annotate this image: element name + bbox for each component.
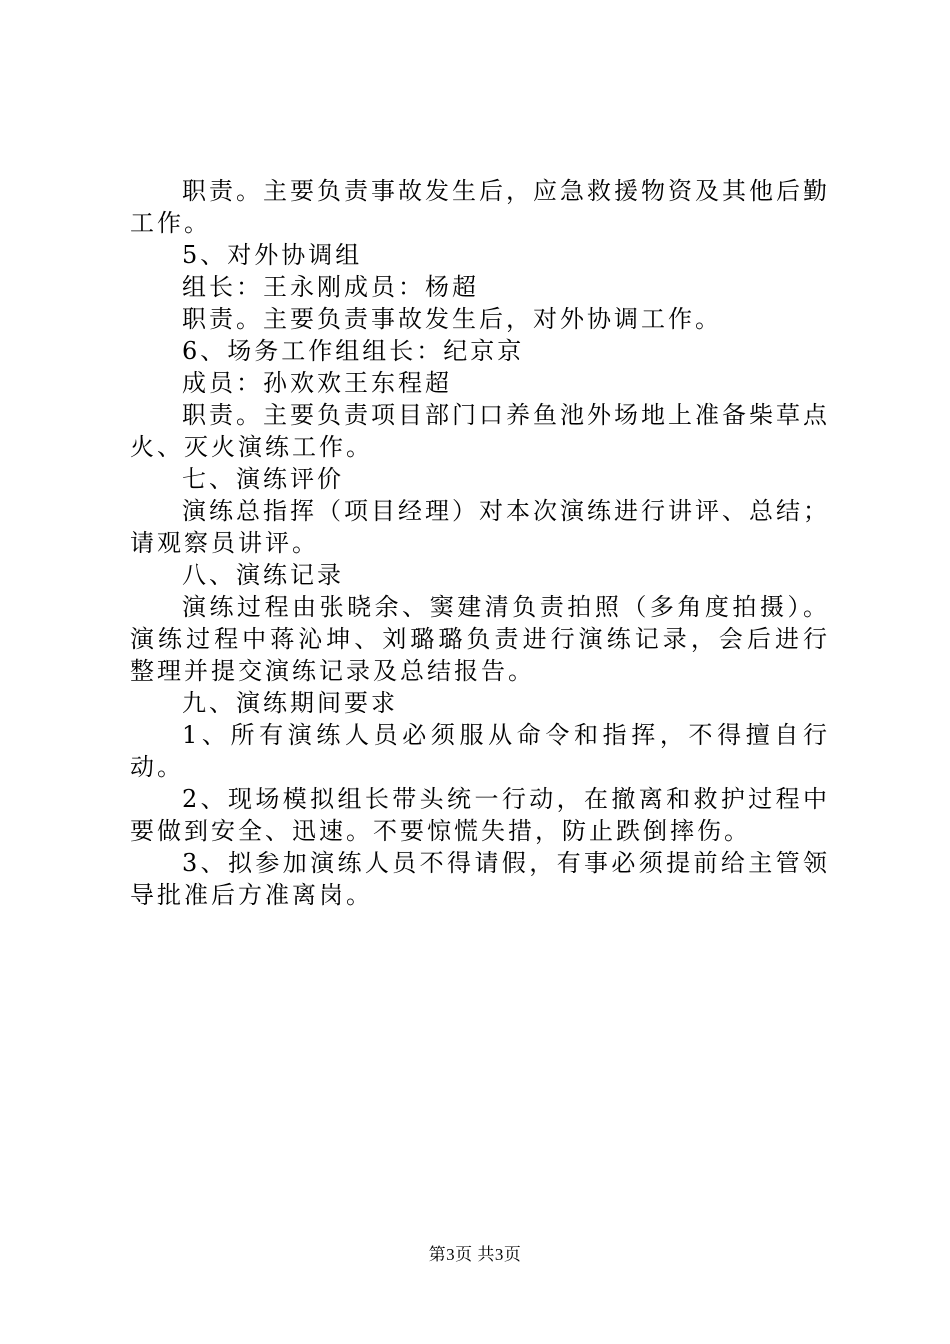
paragraph-site-affairs-duty: 职责。主要负责项目部门口养鱼池外场地上准备柴草点火、灭火演练工作。	[130, 401, 830, 461]
paragraph-drill-records: 演练过程由张晓余、窦建清负责拍照（多角度拍摄）。演练过程中蒋沁坤、刘璐璐负责进行演练记录，会后进行整理并提交演练记录及总结报告。	[130, 593, 830, 685]
heading-external-coordination-group: 5、对外协调组	[182, 241, 363, 269]
paragraph-coordination-members: 组长：王永刚成员：杨超	[182, 273, 479, 301]
paragraph-drill-evaluation: 演练总指挥（项目经理）对本次演练进行讲评、总结；请观察员讲评。	[130, 497, 830, 557]
paragraph-requirement-1: 1、所有演练人员必须服从命令和指挥，不得擅自行动。	[130, 721, 830, 781]
heading-drill-records: 八、演练记录	[182, 561, 344, 589]
paragraph-coordination-duty: 职责。主要负责事故发生后，对外协调工作。	[182, 305, 722, 333]
heading-site-affairs-group: 6、场务工作组组长：纪京京	[182, 337, 525, 365]
heading-drill-requirements: 九、演练期间要求	[182, 689, 398, 717]
page-number-footer: 第3页 共3页	[428, 1245, 522, 1264]
paragraph-logistics-duty: 职责。主要负责事故发生后，应急救援物资及其他后勤工作。	[130, 177, 830, 237]
paragraph-site-affairs-members: 成员：孙欢欢王东程超	[182, 369, 452, 397]
heading-drill-evaluation: 七、演练评价	[182, 465, 344, 493]
paragraph-requirement-3: 3、拟参加演练人员不得请假，有事必须提前给主管领导批准后方准离岗。	[130, 849, 830, 909]
document-body	[130, 175, 830, 911]
paragraph-requirement-2: 2、现场模拟组长带头统一行动，在撤离和救护过程中要做到安全、迅速。不要惊慌失措，防止跌倒摔伤。	[130, 785, 830, 845]
